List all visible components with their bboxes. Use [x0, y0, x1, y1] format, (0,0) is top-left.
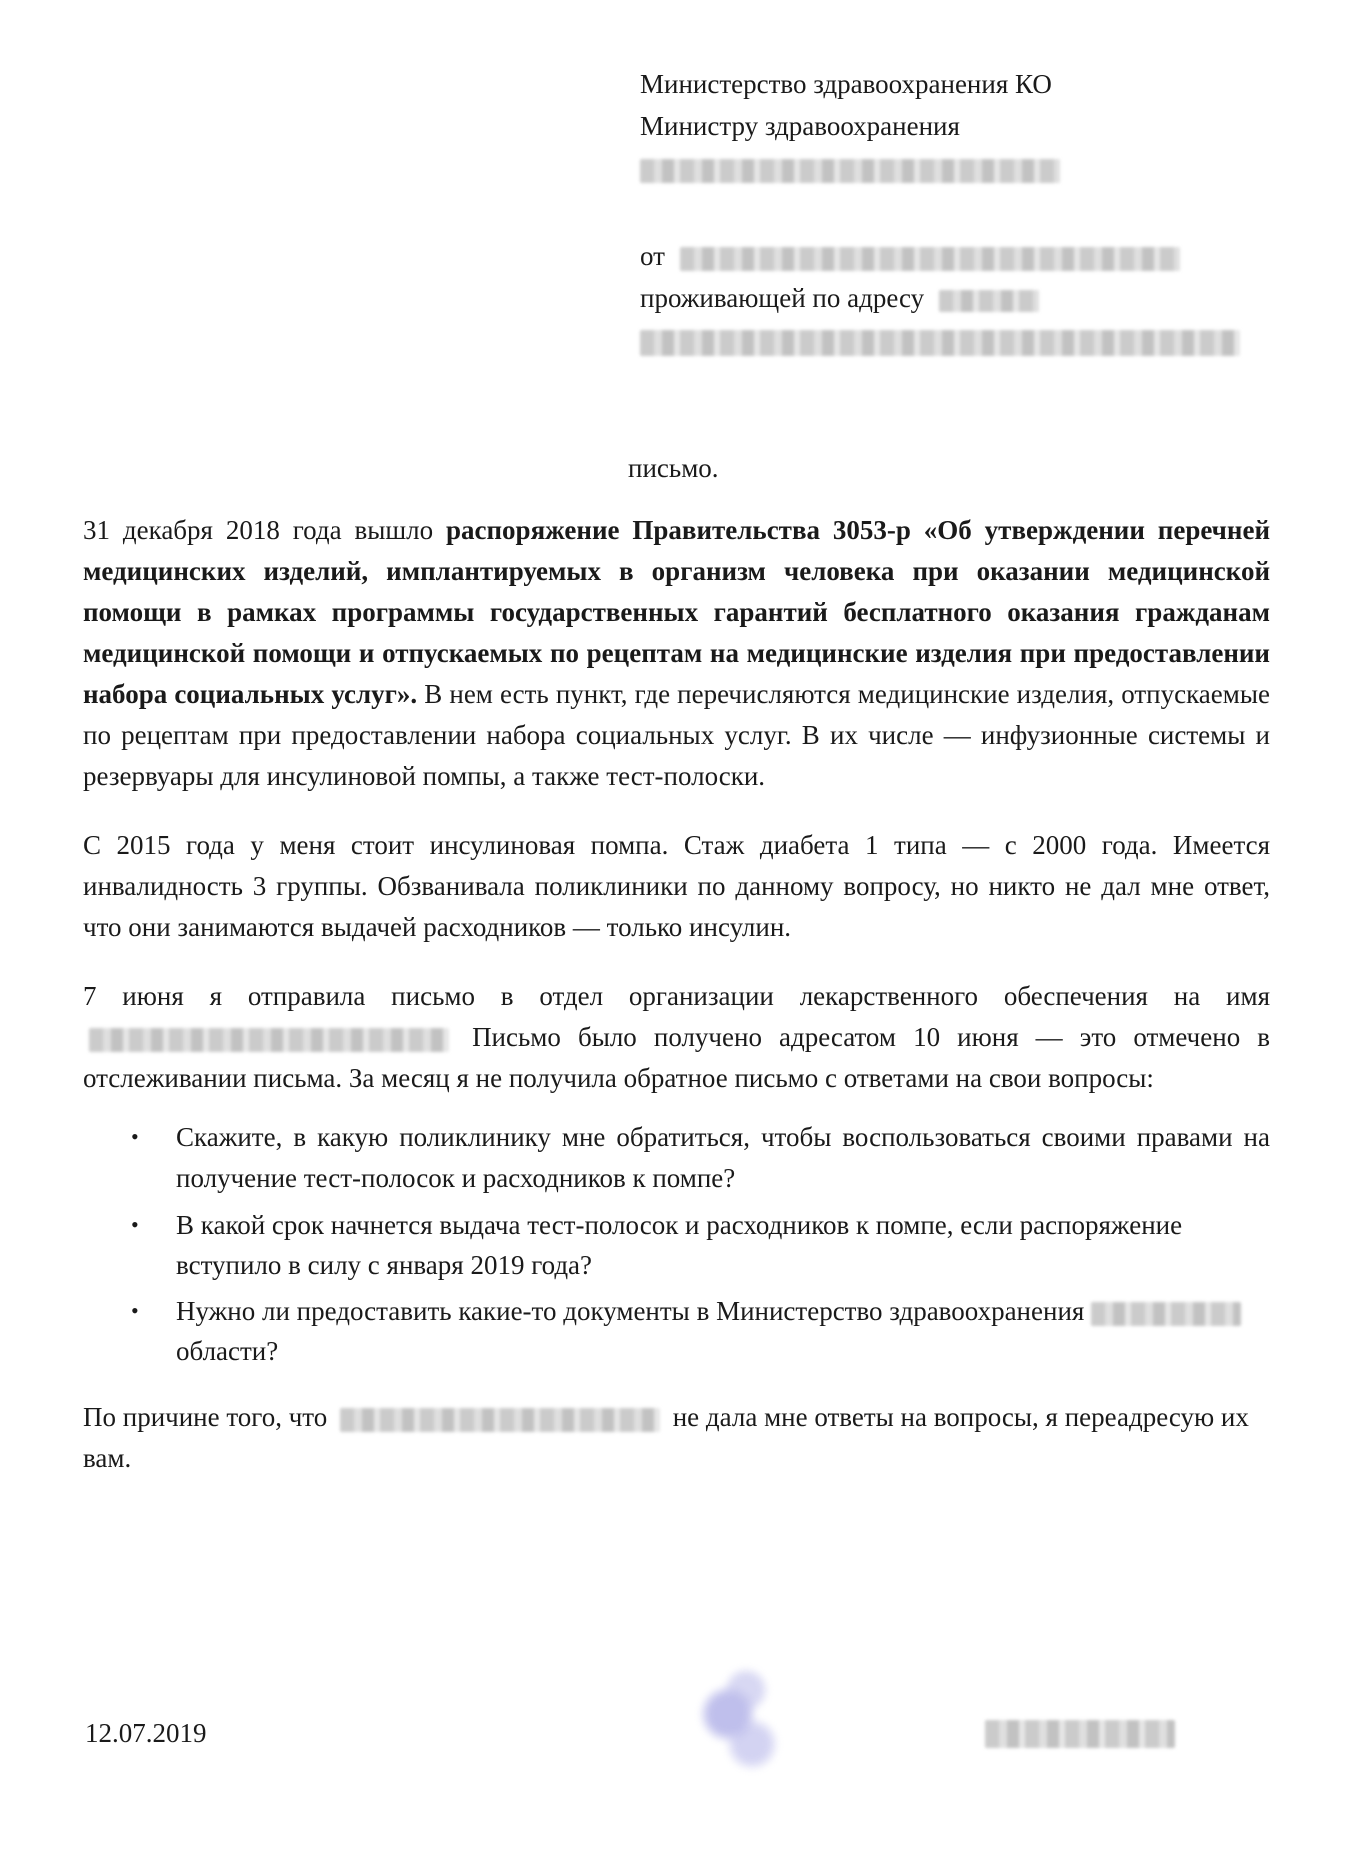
letter-date: 12.07.2019	[85, 1718, 207, 1748]
letter-body	[83, 510, 1270, 1507]
question-3-start: Нужно ли предоставить какие-то документы в Министерство здравоохранения	[176, 1296, 1085, 1326]
paragraph-decree	[83, 510, 1270, 797]
address-label: проживающей по адресу	[640, 283, 925, 313]
redacted-region-name	[1091, 1302, 1241, 1326]
sender-line	[640, 238, 1280, 280]
conclusion-rest: не дала мне ответы на вопросы, я переадресую их вам.	[83, 1402, 1249, 1473]
list-item	[83, 1117, 1270, 1199]
paragraph-history: С 2015 года у меня стоит инсулиновая помпа. Стаж диабета 1 типа — с 2000 года. Имеется инвалидность 3 группы. Обзванивала поликлиники по данному вопросу, но никто не дал мне ответ, что они занимаются выдачей расходников — только инсулин.	[83, 830, 1270, 942]
redacted-address-part1	[939, 290, 1039, 312]
bullet-icon: •	[131, 1212, 139, 1237]
redacted-address-part2	[640, 330, 1240, 356]
inquiry-start: 7 июня я отправила письмо в отдел организации лекарственного обеспечения на имя	[83, 981, 1270, 1011]
list-item	[83, 1291, 1270, 1371]
addressee-block	[640, 66, 1280, 364]
bullet-icon: •	[131, 1298, 139, 1323]
minister-line: Министру здравоохранения	[640, 111, 960, 141]
inquiry-rest: Письмо было получено адресатом 10 июня — это отмечено в отслеживании письма. За месяц я не получила обратное письмо с ответами на свои вопросы:	[83, 1022, 1270, 1093]
bullet-icon: •	[131, 1124, 139, 1149]
redacted-signature	[985, 1720, 1175, 1748]
address-line	[640, 322, 1280, 364]
redacted-minister-name	[640, 159, 1060, 183]
paragraph-inquiry	[83, 976, 1270, 1099]
minister-name-line	[640, 150, 1280, 192]
conclusion-start: По причине того, что	[83, 1402, 328, 1432]
list-item	[83, 1205, 1270, 1285]
redacted-sender-name	[680, 247, 1180, 271]
questions-list	[83, 1117, 1270, 1371]
address-label-line	[640, 280, 1280, 322]
question-2: В какой срок начнется выдача тест-полосок и расходников к помпе, если распоряжение вступило в силу с января 2019 года?	[176, 1210, 1183, 1280]
question-3-end: области?	[176, 1336, 279, 1366]
letter-title: письмо.	[628, 453, 719, 483]
redacted-recipient-name	[89, 1028, 449, 1052]
decree-title: распоряжение Правительства 3053-р «Об утверждении перечней медицинских изделий, имплантируемых в организм человека при оказании медицинской помощи в рамках программы государственных гарантий бесплатного оказания гражданам медицинской помощи и отпускаемых по рецептам на медицинские изделия при предоставлении набора социальных услуг».	[83, 515, 1270, 709]
from-label: от	[640, 241, 665, 271]
paragraph-conclusion	[83, 1397, 1270, 1479]
redacted-official-name	[340, 1408, 660, 1432]
question-1: Скажите, в какую поликлинику мне обратиться, чтобы воспользоваться своими правами на получение тест-полосок и расходников к помпе?	[176, 1122, 1270, 1193]
decree-date-text: 31 декабря 2018 года вышло	[83, 515, 434, 545]
redacted-stamp-icon	[680, 1660, 800, 1780]
decree-details: В нем есть пункт, где перечисляются медицинские изделия, отпускаемые по рецептам при предоставлении набора социальных услуг. В их числе — инфузионные системы и резервуары для инсулиновой помпы, а также тест-полоски.	[83, 679, 1270, 791]
ministry-line: Министерство здравоохранения КО	[640, 69, 1052, 99]
